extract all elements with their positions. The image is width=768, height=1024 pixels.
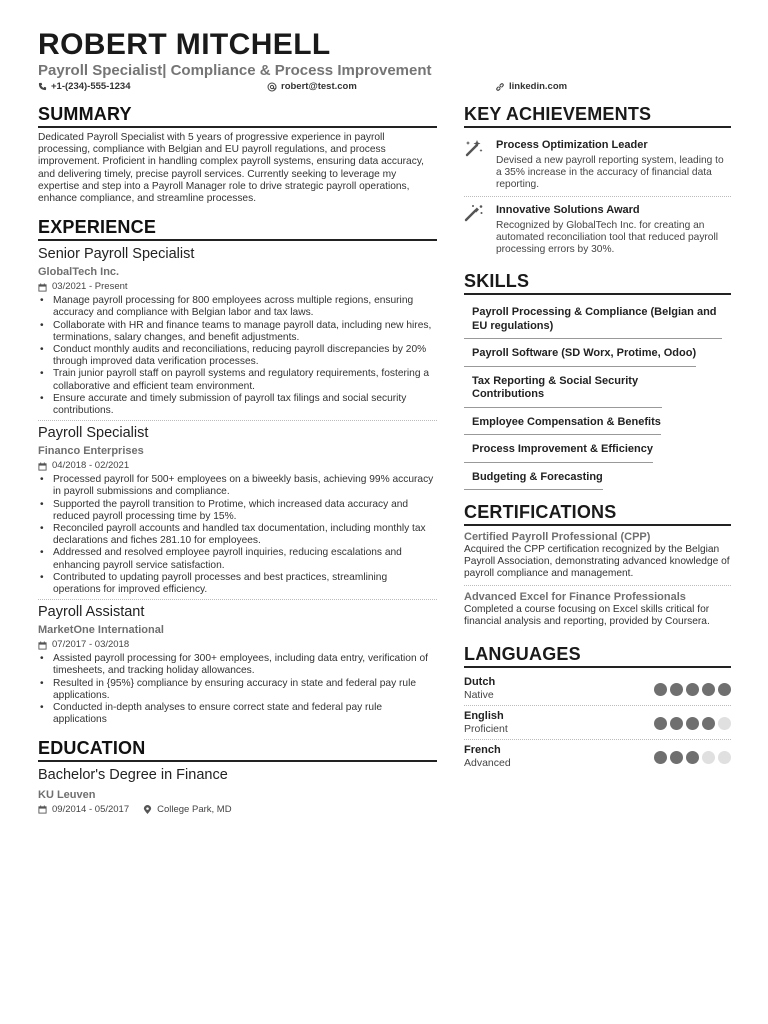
summary-heading: SUMMARY bbox=[38, 104, 437, 128]
job-bullet: • Collaborate with HR and finance teams to manage payroll data, including new hires, terminations, salary changes, and benefit adjustments. bbox=[38, 320, 437, 344]
job-company: GlobalTech Inc. bbox=[38, 266, 120, 279]
education-meta bbox=[38, 803, 437, 817]
achievement-body bbox=[496, 138, 731, 191]
job-bullet: • Assisted payroll processing for 300+ employees, including data entry, verification of timesheets, and tracking holiday allowances. bbox=[38, 653, 437, 677]
rating-dot-filled bbox=[670, 717, 683, 730]
job-bullet: • Contributed to updating payroll processes and best practices, streamlining operations for improved efficiency. bbox=[38, 572, 437, 596]
achievement-desc: Devised a new payroll reporting system, leading to a 35% increase in the accuracy of financial data reporting. bbox=[496, 155, 724, 190]
job-dates-row bbox=[38, 280, 437, 294]
language-item bbox=[464, 740, 731, 773]
link-icon bbox=[495, 82, 505, 92]
rating-dot-empty bbox=[718, 751, 731, 764]
job-dates: 04/2018 - 02/2021 bbox=[52, 460, 130, 472]
contact-linkedin bbox=[495, 81, 567, 92]
skill-tag: Payroll Processing & Compliance (Belgian and EU regulations) bbox=[464, 299, 722, 339]
calendar-icon bbox=[38, 641, 47, 650]
language-item bbox=[464, 706, 731, 740]
language-info bbox=[464, 676, 495, 702]
job-bullets bbox=[38, 653, 437, 726]
skill-tag: Process Improvement & Efficiency bbox=[464, 436, 653, 463]
education-location bbox=[143, 803, 231, 817]
rating-dot-filled bbox=[670, 751, 683, 764]
language-rating bbox=[654, 717, 731, 730]
job-dates: 03/2021 - Present bbox=[52, 281, 128, 293]
phone-text: +1-(234)-555-1234 bbox=[51, 81, 131, 92]
skill-row bbox=[464, 340, 731, 367]
education-location-text: College Park, MD bbox=[157, 803, 232, 815]
language-rating bbox=[654, 751, 731, 764]
language-info bbox=[464, 710, 508, 736]
job-bullet: • Ensure accurate and timely submission of payroll tax filings and social security contributions. bbox=[38, 393, 437, 417]
skill-tag: Tax Reporting & Social Security Contributions bbox=[464, 368, 662, 408]
education-heading: EDUCATION bbox=[38, 738, 437, 762]
candidate-headline: Payroll Specialist| Compliance & Process Improvement bbox=[38, 62, 432, 79]
certifications-heading: CERTIFICATIONS bbox=[464, 502, 731, 526]
achievement-desc: Recognized by GlobalTech Inc. for creating an automated reconciliation tool that reduced payroll processing errors by 30%. bbox=[496, 220, 718, 255]
skill-tag: Employee Compensation & Benefits bbox=[464, 409, 661, 436]
job-bullet: • Supported the payroll transition to Protime, which increased data accuracy and reduced payroll processing time by 15%. bbox=[38, 499, 437, 523]
rating-dot-empty bbox=[702, 751, 715, 764]
achievement-title: Process Optimization Leader bbox=[496, 139, 648, 151]
education-entry bbox=[38, 766, 437, 817]
certification-desc: Acquired the CPP certification recognized by the Belgian Payroll Association, demonstrating advanced knowledge of payroll compliance and management. bbox=[464, 544, 731, 586]
contact-phone bbox=[38, 81, 130, 92]
rating-dot-filled bbox=[670, 683, 683, 696]
skill-tag: Payroll Software (SD Worx, Protime, Odoo) bbox=[464, 340, 696, 367]
language-rating bbox=[654, 683, 731, 696]
skills-list bbox=[464, 299, 731, 490]
right-column bbox=[464, 104, 731, 773]
rating-dot-filled bbox=[686, 683, 699, 696]
job-bullet: • Train junior payroll staff on payroll systems and regulatory requirements, fostering a collaborative and efficient team environment. bbox=[38, 368, 437, 392]
certification-desc: Completed a course focusing on Excel skills critical for financial analysis and reporting, provided by Coursera. bbox=[464, 603, 710, 627]
skill-row bbox=[464, 436, 731, 463]
skill-row bbox=[464, 409, 731, 436]
skill-row bbox=[464, 299, 731, 339]
job-bullet: • Resulted in {95%} compliance by ensuring accuracy in state and federal pay rule applications. bbox=[38, 678, 437, 702]
job-bullets bbox=[38, 474, 437, 596]
experience-item bbox=[38, 245, 437, 421]
languages-list bbox=[464, 672, 731, 773]
job-bullet: • Manage payroll processing for 800 employees across multiple regions, ensuring accuracy and compliance with Belgian labor and tax laws. bbox=[38, 295, 437, 319]
job-company: MarketOne International bbox=[38, 624, 164, 637]
experience-item bbox=[38, 424, 437, 600]
job-dates-row bbox=[38, 459, 437, 473]
candidate-name: ROBERT MITCHELL bbox=[38, 28, 331, 61]
experience-item bbox=[38, 603, 437, 729]
language-name: French bbox=[464, 744, 501, 757]
rating-dot-filled bbox=[702, 717, 715, 730]
rating-dot-filled bbox=[686, 717, 699, 730]
rating-dot-filled bbox=[654, 717, 667, 730]
skill-row bbox=[464, 464, 731, 491]
language-name: English bbox=[464, 710, 504, 723]
rating-dot-filled bbox=[654, 751, 667, 764]
job-dates: 07/2017 - 03/2018 bbox=[52, 639, 130, 651]
job-bullet: • Addressed and resolved employee payroll inquiries, reducing escalations and enhancing payroll service satisfaction. bbox=[38, 547, 437, 571]
language-level: Advanced bbox=[464, 757, 511, 770]
calendar-icon bbox=[38, 805, 47, 814]
achievement-body bbox=[496, 203, 731, 256]
education-school: KU Leuven bbox=[38, 788, 96, 801]
education-dates: 09/2014 - 05/2017 bbox=[52, 803, 130, 815]
job-bullets bbox=[38, 295, 437, 417]
job-bullet: • Conduct monthly audits and reconciliations, reducing payroll discrepancies by 20% through improved data verification processes. bbox=[38, 344, 437, 368]
job-title: Payroll Assistant bbox=[38, 604, 145, 621]
rating-dot-filled bbox=[702, 683, 715, 696]
achievements-list bbox=[464, 132, 731, 261]
language-name: Dutch bbox=[464, 676, 496, 689]
rating-dot-filled bbox=[718, 683, 731, 696]
experience-heading: EXPERIENCE bbox=[38, 217, 437, 241]
job-company: Financo Enterprises bbox=[38, 445, 144, 458]
achievement-item bbox=[464, 197, 731, 261]
job-title: Payroll Specialist bbox=[38, 425, 149, 442]
at-icon bbox=[267, 82, 277, 92]
experience-list bbox=[38, 245, 437, 729]
location-pin-icon bbox=[143, 805, 152, 815]
skill-tag: Budgeting & Forecasting bbox=[464, 464, 603, 491]
skill-row bbox=[464, 368, 731, 408]
wand-sparkle-icon bbox=[464, 203, 496, 256]
rating-dot-filled bbox=[686, 751, 699, 764]
certifications-list bbox=[464, 530, 731, 632]
rating-dot-filled bbox=[654, 683, 667, 696]
language-level: Native bbox=[464, 689, 494, 702]
job-title: Senior Payroll Specialist bbox=[38, 246, 195, 263]
achievements-heading: KEY ACHIEVEMENTS bbox=[464, 104, 731, 128]
rating-dot-empty bbox=[718, 717, 731, 730]
certification-title: Certified Payroll Professional (CPP) bbox=[464, 531, 651, 543]
skills-heading: SKILLS bbox=[464, 271, 731, 295]
certification-title: Advanced Excel for Finance Professionals bbox=[464, 590, 686, 603]
language-level: Proficient bbox=[464, 723, 508, 736]
contact-email bbox=[267, 81, 357, 92]
left-column bbox=[38, 104, 437, 817]
magic-wand-icon bbox=[464, 138, 496, 191]
job-bullet: • Conducted in-depth analyses to ensure correct state and federal pay rule applications bbox=[38, 702, 437, 726]
linkedin-text[interactable]: linkedin.com bbox=[509, 81, 568, 92]
job-bullet: • Processed payroll for 500+ employees on a biweekly basis, achieving 99% accuracy in payroll submissions and compliance. bbox=[38, 474, 437, 498]
languages-heading: LANGUAGES bbox=[464, 644, 731, 668]
achievement-title: Innovative Solutions Award bbox=[496, 204, 640, 216]
calendar-icon bbox=[38, 283, 47, 292]
calendar-icon bbox=[38, 462, 47, 471]
job-bullet: • Reconciled payroll accounts and handled tax documentation, including monthly tax declarations and fiches 281.10 for employees. bbox=[38, 523, 437, 547]
language-item bbox=[464, 672, 731, 706]
language-info bbox=[464, 744, 511, 770]
education-degree: Bachelor's Degree in Finance bbox=[38, 766, 228, 783]
achievement-item bbox=[464, 132, 731, 197]
summary-text: Dedicated Payroll Specialist with 5 years of progressive experience in payroll processing, compliance with Belgian and EU payroll regulations, and process improvement. Proficient in handling complex payroll systems, ensuring data accuracy, and delivering timely, precise payroll services. Currently seeking to leverage my expertise and step into a Payroll Manager role to drive strategic payroll operations, enhance compliance, and streamline processes. bbox=[38, 132, 424, 205]
email-text[interactable]: robert@test.com bbox=[281, 81, 357, 92]
job-dates-row bbox=[38, 638, 437, 652]
phone-icon bbox=[38, 82, 47, 91]
